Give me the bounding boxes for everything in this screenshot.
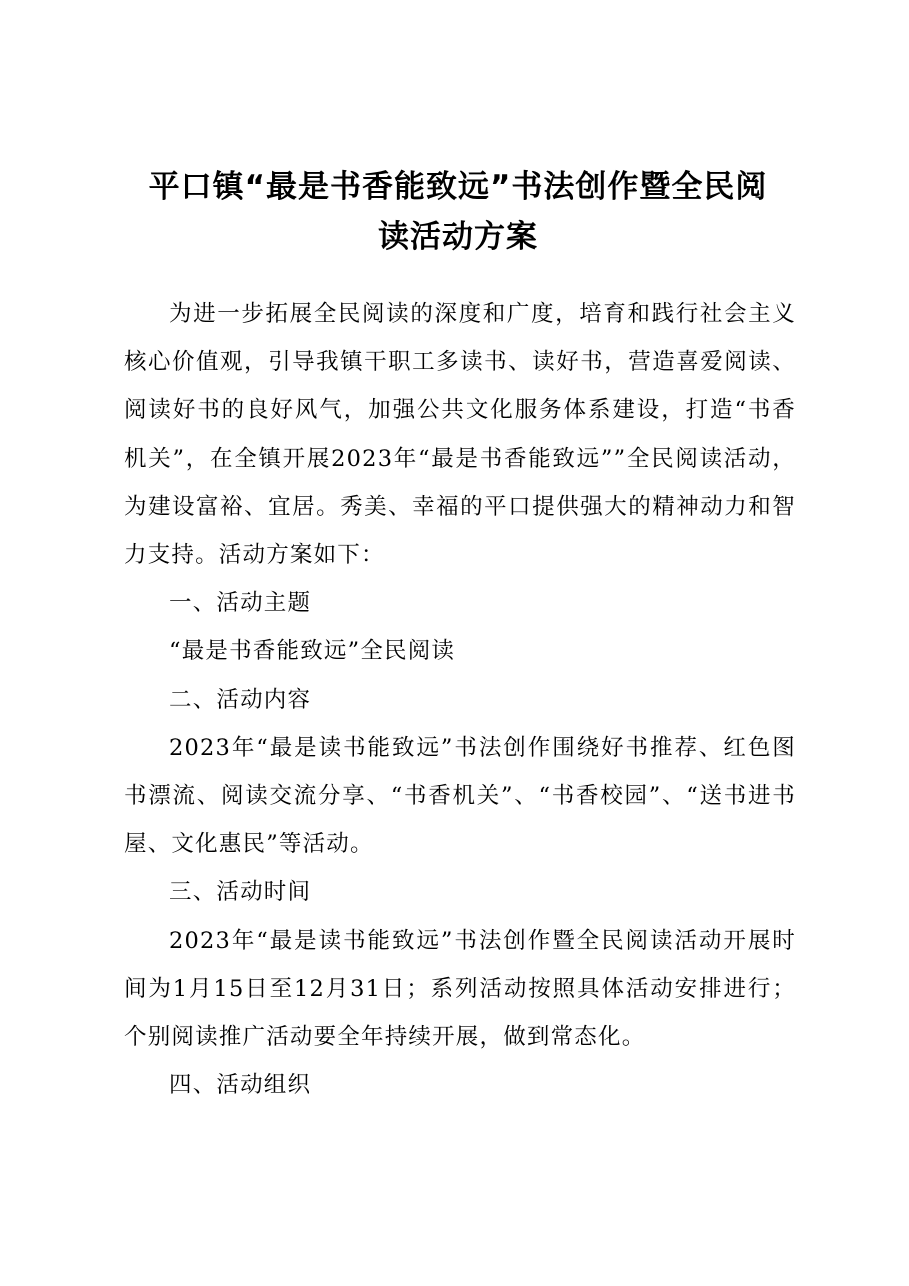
- section-heading-content: 二、活动内容: [169, 686, 312, 713]
- title-line-1: 平口镇“最是书香能致远”书法创作暨全民阅: [148, 169, 768, 205]
- document-body: [124, 290, 796, 1109]
- section-heading-organization: 四、活动组织: [169, 1072, 312, 1099]
- intro-paragraph: 为进一步拓展全民阅读的深度和广度，培育和践行社会主义核心价值观，引导我镇干职工多读书、读好书，营造喜爱阅读、阅读好书的良好风气，加强公共文化服务体系建设，打造“书香机关”，在全镇开展2023年“最是书香能致远””全民阅读活动，为建设富裕、宜居。秀美、幸福的平口提供强大的精神动力和智力支持。活动方案如下：: [124, 301, 796, 569]
- section-heading-time: 三、活动时间: [169, 879, 312, 906]
- time-paragraph: 2023年“最是读书能致远”书法创作暨全民阅读活动开展时间为1月15日至12月31日；系列活动按照具体活动安排进行；个别阅读推广活动要全年持续开展，做到常态化。: [124, 927, 796, 1051]
- content-paragraph: 2023年“最是读书能致远”书法创作围绕好书推荐、红色图书漂流、阅读交流分享、“书香机关”、“书香校园”、“送书进书屋、文化惠民”等活动。: [124, 734, 796, 858]
- document-title: [120, 162, 796, 262]
- title-line-2: 读活动方案: [378, 219, 538, 255]
- section-heading-theme: 一、活动主题: [169, 590, 312, 617]
- theme-paragraph: “最是书香能致远”全民阅读: [169, 638, 456, 665]
